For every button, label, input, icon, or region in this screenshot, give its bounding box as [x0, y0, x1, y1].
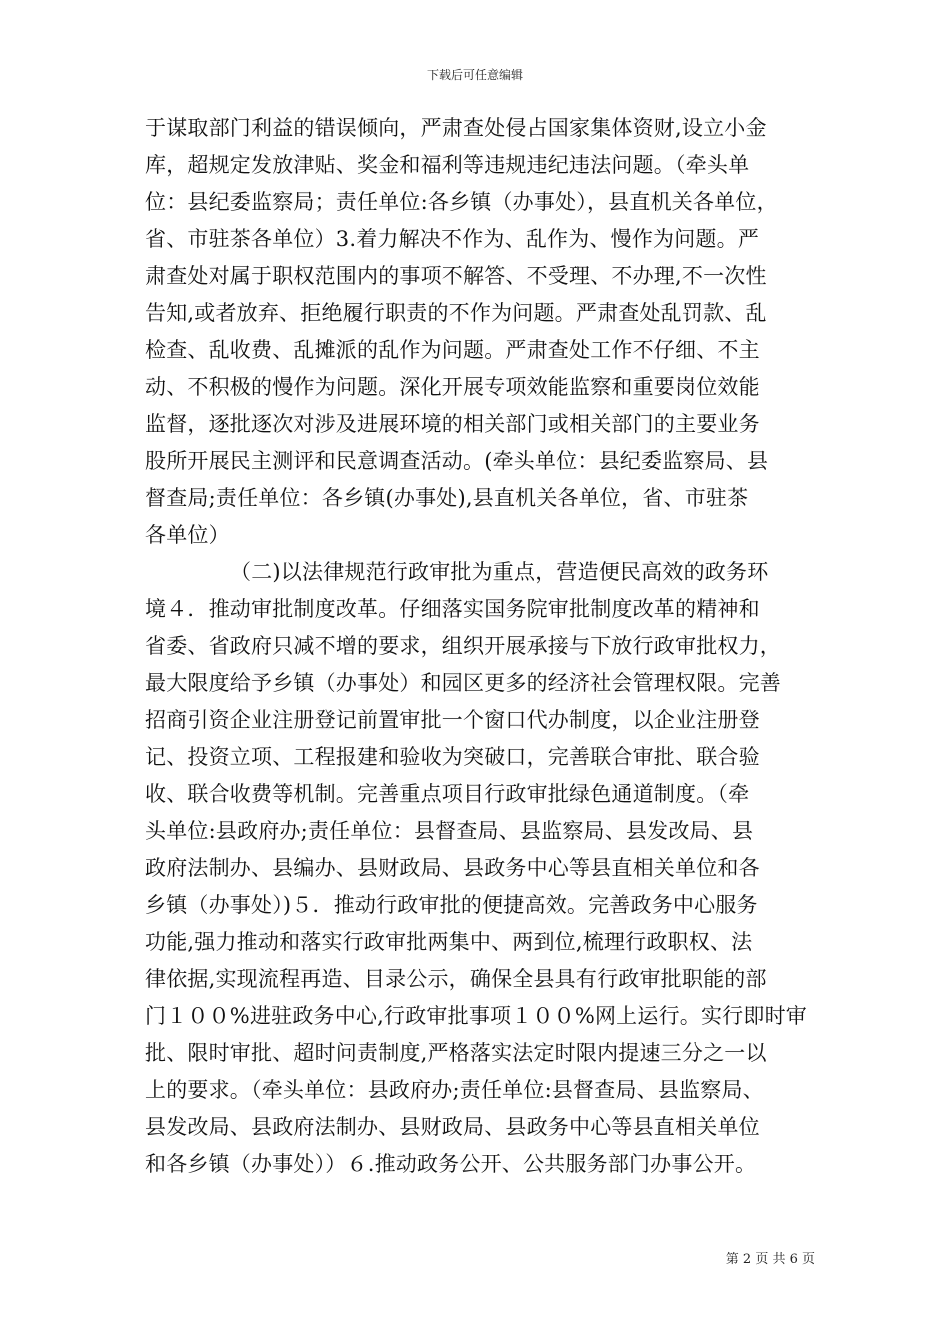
text-line: 动、不积极的慢作为问题。深化开展专项效能监察和重要岗位效能: [145, 375, 760, 399]
text-line: 告知,或者放弃、拒绝履行职责的不作为问题。严肃查处乱罚款、乱: [145, 301, 767, 325]
text-line: 监督，逐批逐次对涉及进展环境的相关部门或相关部门的主要业务: [145, 412, 760, 436]
text-line: 招商引资企业注册登记前置审批一个窗口代办制度，以企业注册登: [145, 708, 760, 732]
text-line: 头单位:县政府办;责任单位：县督查局、县监察局、县发改局、县: [145, 819, 754, 843]
text-line: 各单位）: [145, 523, 230, 547]
text-line: 省委、省政府只减不增的要求，组织开展承接与下放行政审批权力，: [145, 634, 781, 658]
text-line: 乡镇（办事处）)５．推动行政审批的便捷高效。完善政务中心服务: [145, 893, 758, 917]
section-heading-line: （二)以法律规范行政审批为重点，营造便民高效的政务环: [230, 560, 769, 584]
text-line: 上的要求。（牵头单位：县政府办;责任单位:县督查局、县监察局、: [145, 1078, 764, 1102]
text-line: 督查局;责任单位：各乡镇(办事处),县直机关各单位，省、市驻茶: [145, 486, 749, 510]
page-number: 第 2 页 共 6 页: [725, 1252, 815, 1267]
text-line: 和各乡镇（办事处））６.推动政务公开、公共服务部门办事公开。: [145, 1152, 757, 1176]
text-line: 股所开展民主测评和民意调查活动。(牵头单位：县纪委监察局、县: [145, 449, 769, 473]
text-line: 最大限度给予乡镇（办事处）和园区更多的经济社会管理权限。完善: [145, 671, 781, 695]
text-line: 批、限时审批、超时问责制度,严格落实法定时限内提速三分之一以: [145, 1041, 767, 1065]
text-line: 省、市驻茶各单位）3.着力解决不作为、乱作为、慢作为问题。严: [145, 227, 760, 251]
text-line: 肃查处对属于职权范围内的事项不解答、不受理、不办理,不一次性: [145, 264, 767, 288]
text-line: 功能,强力推动和落实行政审批两集中、两到位,梳理行政职权、法: [145, 930, 753, 954]
text-line: 于谋取部门利益的错误倾向，严肃查处侵占国家集体资财,设立小金: [145, 116, 767, 140]
text-line: 境４．推动审批制度改革。仔细落实国务院审批制度改革的精神和: [145, 597, 760, 621]
text-line: 位：县纪委监察局；责任单位:各乡镇（办事处），县直机关各单位，: [145, 190, 778, 214]
text-line: 门１００%进驻政务中心,行政审批事项１００%网上运行。实行即时审: [145, 1004, 807, 1028]
text-line: 检查、乱收费、乱摊派的乱作为问题。严肃查处工作不仔细、不主: [145, 338, 760, 362]
text-line: 政府法制办、县编办、县财政局、县政务中心等县直相关单位和各: [145, 856, 760, 880]
page-header: 下载后可任意编辑: [426, 68, 523, 82]
text-line: 县发改局、县政府法制办、县财政局、县政务中心等县直相关单位: [145, 1115, 760, 1139]
text-line: 律依据,实现流程再造、目录公示，确保全县具有行政审批职能的部: [145, 967, 767, 991]
text-line: 收、联合收费等机制。完善重点项目行政审批绿色通道制度。（牵: [145, 782, 750, 806]
text-line: 库，超规定发放津贴、奖金和福利等违规违纪违法问题。（牵头单: [145, 153, 750, 177]
body-text: [145, 110, 815, 1183]
text-line: 记、投资立项、工程报建和验收为突破口，完善联合审批、联合验: [145, 745, 760, 769]
